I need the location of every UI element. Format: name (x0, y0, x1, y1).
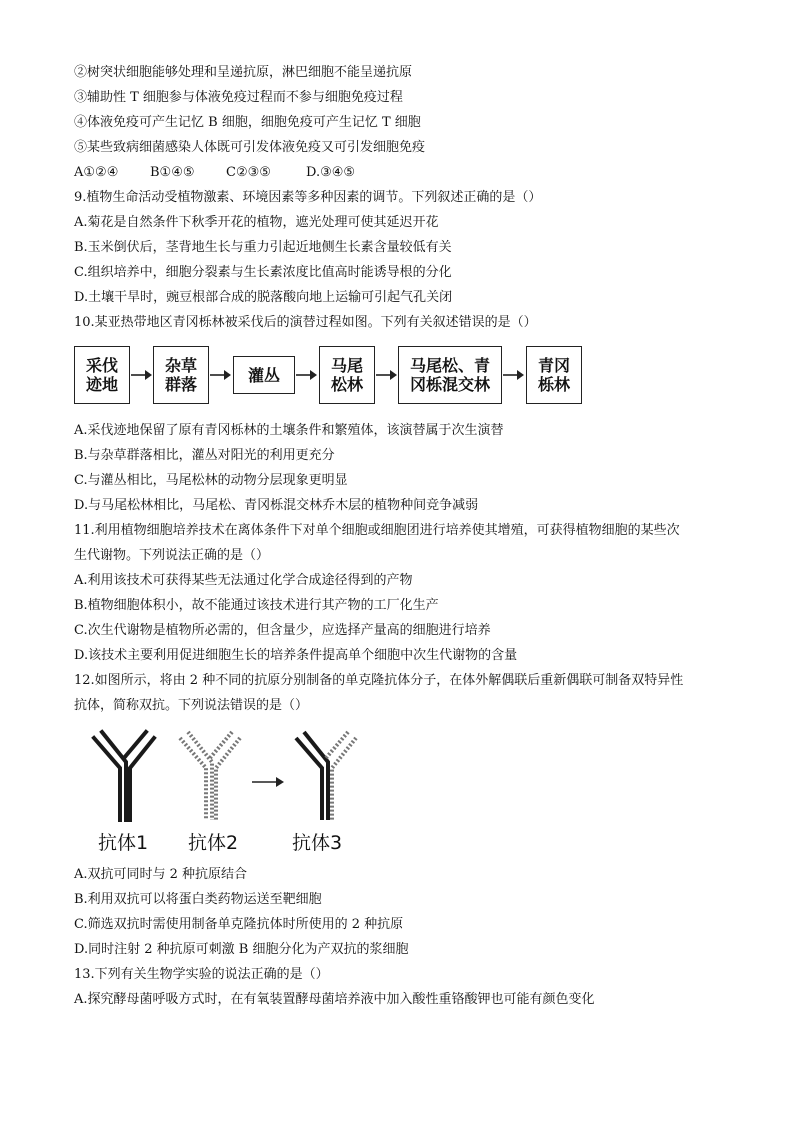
q9-option-d: D.土壤干旱时，豌豆根部合成的脱落酸向地上运输可引起气孔关闭 (74, 290, 453, 305)
q10-stem: 10.某亚热带地区青冈栎林被采伐后的演替过程如图。下列有关叙述错误的是（） (74, 315, 537, 330)
q8-choice-d: D.③④⑤ (306, 165, 356, 180)
flow-stage-clearcut (74, 346, 130, 404)
antibody-drawing (84, 728, 364, 828)
q9-option-a: A.菊花是自然条件下秋季开花的植物，遮光处理可使其延迟开花 (74, 215, 439, 230)
q8-option-4: ④体液免疫可产生记忆 B 细胞，细胞免疫可产生记忆 T 细胞 (74, 115, 421, 130)
q12-stem-line-2: 抗体，简称双抗。下列说法错误的是（） (74, 698, 309, 713)
q9-stem: 9.植物生命活动受植物激素、环境因素等多种因素的调节。下列叙述正确的是（） (74, 190, 542, 205)
flow-stage-weeds (153, 346, 209, 404)
flow-stage-label: 采伐 迹地 (85, 356, 118, 394)
q12-stem-line-1: 12.如图所示，将由 2 种不同的抗原分别制备的单克隆抗体分子，在体外解偶联后重新偶联可制备双特异性 (74, 673, 684, 688)
flow-stage-label: 马尾 松林 (330, 356, 363, 394)
q11-option-c: C.次生代谢物是植物所必需的，但含量少，应选择产量高的细胞进行培养 (74, 623, 491, 638)
flow-arrow-icon (210, 368, 232, 382)
q8-option-2: ②树突状细胞能够处理和呈递抗原，淋巴细胞不能呈递抗原 (74, 65, 413, 80)
q11-stem-line-1: 11.利用植物细胞培养技术在离体条件下对单个细胞或细胞团进行培养使其增殖，可获得植物细胞的某些次 (74, 523, 680, 538)
q12-option-b: B.利用双抗可以将蛋白类药物运送至靶细胞 (74, 892, 322, 907)
antibody-2-label: 抗体2 (188, 832, 239, 854)
q11-option-a: A.利用该技术可获得某些无法通过化学合成途径得到的产物 (74, 573, 413, 588)
q9-option-b: B.玉米倒伏后，茎背地生长与重力引起近地侧生长素含量较低有关 (74, 240, 452, 255)
q8-option-5: ⑤某些致病细菌感染人体既可引发体液免疫又可引发细胞免疫 (74, 140, 426, 155)
q8-choice-a: A①②④ (74, 165, 119, 180)
antibody-figure (84, 728, 364, 858)
q10-option-b: B.与杂草群落相比，灌丛对阳光的利用更充分 (74, 448, 335, 463)
flow-arrow-icon (296, 368, 318, 382)
flow-arrow-icon (376, 368, 398, 382)
flow-stage-label: 青冈 栎林 (537, 356, 570, 394)
flow-arrow-icon (503, 368, 525, 382)
antibody-1-label: 抗体1 (98, 832, 149, 854)
succession-flow-diagram (74, 346, 584, 404)
q10-option-c: C.与灌丛相比，马尾松林的动物分层现象更明显 (74, 473, 348, 488)
q13-option-a: A.探究酵母菌呼吸方式时，在有氧装置酵母菌培养液中加入酸性重铬酸钾也可能有颜色变化 (74, 992, 595, 1007)
q13-stem: 13.下列有关生物学实验的说法正确的是（） (74, 967, 329, 982)
q9-option-c: C.组织培养中，细胞分裂素与生长素浓度比值高时能诱导根的分化 (74, 265, 452, 280)
q10-option-d: D.与马尾松林相比，马尾松、青冈栎混交林乔木层的植物种间竞争减弱 (74, 498, 479, 513)
flow-stage-pine-forest (319, 346, 375, 404)
antibody-1-icon (94, 732, 154, 820)
antibody-3-label: 抗体3 (292, 832, 343, 854)
q8-choice-b: B①④⑤ (150, 165, 195, 180)
q11-stem-line-2: 生代谢物。下列说法正确的是（） (74, 548, 270, 563)
flow-stage-mixed-forest (398, 346, 502, 404)
q11-option-b: B.植物细胞体积小，故不能通过该技术进行其产物的工厂化生产 (74, 598, 439, 613)
flow-stage-label: 灌丛 (247, 365, 280, 385)
q8-choice-c: C②③⑤ (226, 165, 271, 180)
q8-choices (74, 164, 355, 182)
antibody-2-icon (180, 732, 240, 820)
flow-stage-label: 杂草 群落 (164, 356, 197, 394)
q8-option-3: ③辅助性 T 细胞参与体液免疫过程而不参与细胞免疫过程 (74, 90, 403, 105)
q10-option-a: A.采伐迹地保留了原有青冈栎林的土壤条件和繁殖体，该演替属于次生演替 (74, 423, 504, 438)
q12-option-d: D.同时注射 2 种抗原可刺激 B 细胞分化为产双抗的浆细胞 (74, 942, 409, 957)
arrow-right-icon (252, 777, 284, 787)
flow-arrow-icon (131, 368, 153, 382)
q12-option-c: C.筛选双抗时需使用制备单克隆抗体时所使用的 2 种抗原 (74, 917, 404, 932)
flow-stage-shrub (233, 356, 295, 394)
q11-option-d: D.该技术主要利用促进细胞生长的培养条件提高单个细胞中次生代谢物的含量 (74, 648, 518, 663)
antibody-3-icon (296, 732, 356, 820)
flow-stage-label: 马尾松、青 冈栎混交林 (409, 356, 490, 394)
q12-option-a: A.双抗可同时与 2 种抗原结合 (74, 867, 248, 882)
flow-stage-oak-forest (526, 346, 582, 404)
